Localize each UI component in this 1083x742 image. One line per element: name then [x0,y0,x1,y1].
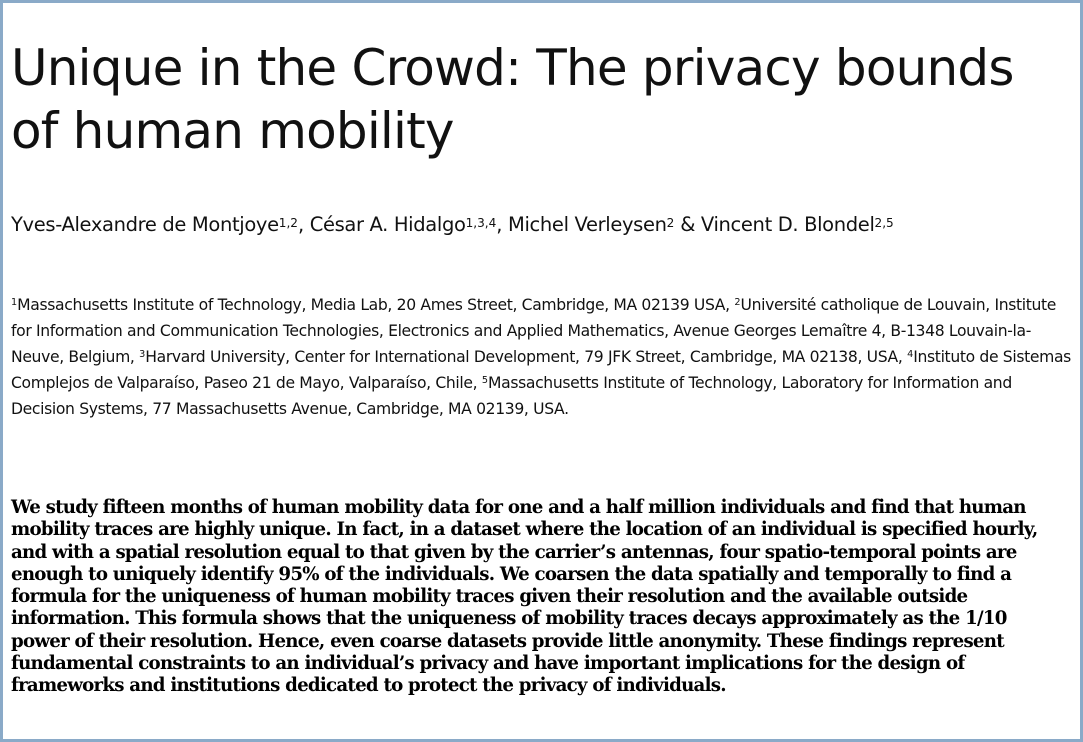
affiliation-text: Université catholique de Louvain, Institute for Information and Communication Technologies, Electronics and Applied Mathematics, Avenue Georges Lemaître 4, B-1348 Louvain-la-Neuve, Belgium, [11,296,1057,366]
affiliation-number: 2 [734,297,741,308]
abstract-line: fundamental constraints to an individual’s privacy and have important implications for the design of [11,653,965,675]
abstract-line: enough to uniquely identify 95% of the individuals. We coarsen the data spatially and temporally to find a [11,563,1012,585]
author-affiliation-marker: 1,2 [278,216,298,230]
author-name: Vincent D. Blondel [700,213,875,236]
abstract-line: formula for the uniqueness of human mobility traces given their resolution and the available outside [11,586,968,608]
abstract-line: and with a spatial resolution equal to that given by the carrier’s antennas, four spatio-temporal points are [11,541,1017,563]
title-line-2: of human mobility [11,102,454,160]
author-name: Michel Verleysen [508,213,667,236]
author-separator: & [674,213,701,236]
author-affiliation-marker: 2 [666,216,675,230]
abstract-line: power of their resolution. Hence, even coarse datasets provide little anonymity. These findings represent [11,630,1004,652]
abstract-line: information. This formula shows that the uniqueness of mobility traces decays approximately as the 1/10 [11,608,1007,630]
affiliation-text: Instituto de Sistemas Complejos de Valparaíso, Paseo 21 de Mayo, Valparaíso, Chile, [11,348,1071,392]
affiliations [11,292,1073,422]
author-affiliation-marker: 2,5 [874,216,894,230]
author-separator: , [297,213,310,236]
author-affiliation-marker: 1,3,4 [465,216,497,230]
affiliation-number: 5 [481,375,489,386]
author-name: César A. Hidalgo [309,213,466,236]
affiliation-number: 3 [139,349,146,360]
author-name: Yves-Alexandre de Montjoye [11,213,279,236]
affiliation-text: Massachusetts Institute of Technology, Laboratory for Information and Decision Systems, 77 Massachusetts Avenue, Cambridge, MA 02139, USA. [11,374,1012,418]
abstract [11,497,1079,698]
title-line-1: Unique in the Crowd: The privacy bounds [11,39,1014,97]
abstract-line: We study fifteen months of human mobility data for one and a half million individuals and find that human [11,497,1026,518]
affiliation-text: Massachusetts Institute of Technology, Media Lab, 20 Ames Street, Cambridge, MA 02139 USA, [17,296,735,314]
abstract-line: mobility traces are highly unique. In fact, in a dataset where the location of an individual is specified hourly, [11,519,1038,541]
author-list [11,212,1079,238]
abstract-line: frameworks and institutions dedicated to protect the privacy of individuals. [11,675,726,697]
author-separator: , [496,213,508,236]
paper-title [11,37,1079,163]
affiliation-text: Harvard University, Center for International Development, 79 JFK Street, Cambridge, MA 02138, USA, [145,348,908,366]
affiliation-number: 4 [907,349,914,360]
affiliation-number: 1 [11,297,18,308]
